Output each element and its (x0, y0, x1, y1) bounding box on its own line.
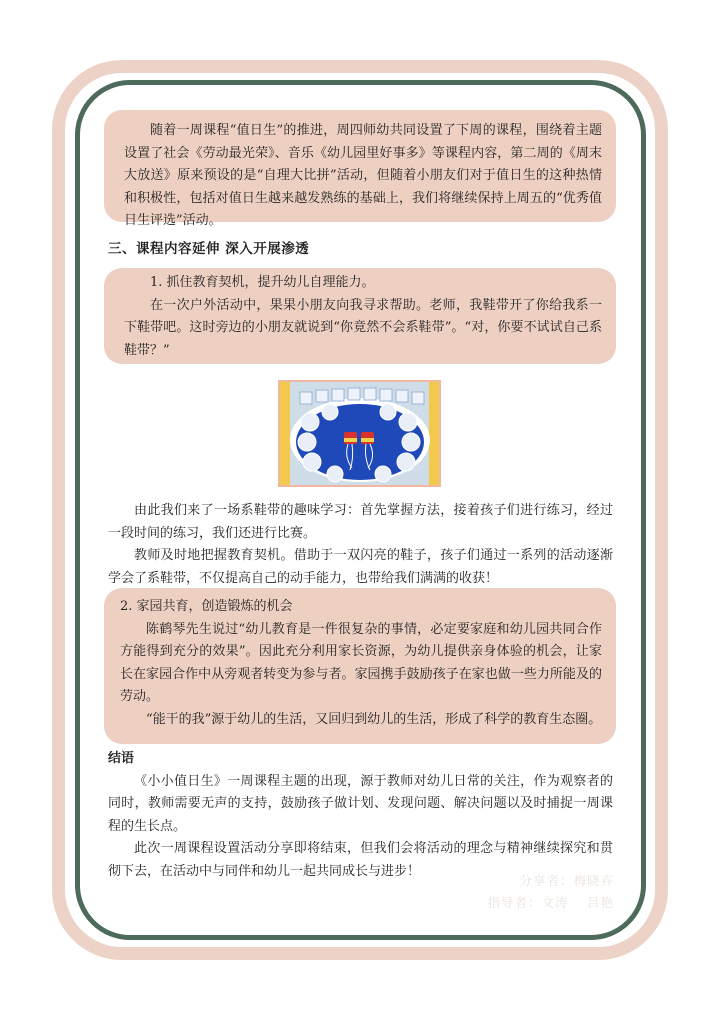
item1-title: 1. 抓住教育契机，提升幼儿自理能力。 (150, 275, 375, 290)
intro-box (104, 110, 616, 228)
item2-paragraph: “能干的我”源于幼儿的生活，又回归到幼儿的生活，形成了科学的教育生态圈。 (146, 711, 602, 727)
mentor-credit: 指导者：文涛 吕艳 (487, 895, 614, 910)
conclusion-paragraph: 此次一周课程设置活动分享即将结束，但我们会将活动的理念与精神继续探究和贯彻下去，在活动中与同伴和幼儿一起共同成长与进步！ (108, 841, 613, 879)
shoelace-photo (278, 380, 441, 487)
sharer-credit: 分享者：梅晓卉 (519, 873, 614, 888)
conclusion-paragraph: 《小小值日生》一周课程主题的出现，源于教师对幼儿日常的关注，作为观察者的同时，教师需要无声的支持，鼓励孩子做计划、发现问题、解决问题以及时捕捉一周课程的生长点。 (108, 773, 613, 834)
shoelace-artwork-image (280, 382, 439, 485)
item2-paragraph: 陈鹤琴先生说过“幼儿教育是一件很复杂的事情，必定要家庭和幼儿园共同合作方能得到充分的效果”。因此充分利用家长资源，为幼儿提供亲身体验的机会，让家长在家园合作中从旁观者转变为参与者。家园携手鼓励孩子在家也做一些力所能及的劳动。 (120, 621, 602, 704)
credits (488, 870, 614, 914)
after-photo-paragraph: 由此我们来了一场系鞋带的趣味学习：首先掌握方法，接着孩子们进行练习，经过一段时间的练习，我们还进行比赛。 (108, 503, 613, 541)
after-photo-text (108, 500, 613, 590)
intro-paragraph: 随着一周课程“值日生”的推进，周四师幼共同设置了下周的课程，围绕着主题设置了社会《劳动最光荣》、音乐《幼儿园里好事多》等课程内容，第二周的《周末大放送》原来预设的是“自理大比拼”活动，但随着小朋友们对于值日生的这种热情和积极性，包括对值日生越来越发熟练的基础上，我们将继续保持上周五的“优秀值日生评选”活动。 (124, 123, 602, 228)
conclusion (108, 748, 613, 883)
after-photo-paragraph: 教师及时地把握教育契机。借助于一双闪亮的鞋子，孩子们通过一系列的活动逐渐学会了系鞋带，不仅提高自己的动手能力，也带给我们满满的收获！ (108, 548, 613, 586)
item1-box (104, 268, 616, 364)
conclusion-heading: 结语 (108, 751, 135, 766)
item2-box (104, 588, 616, 744)
item2-title: 2. 家园共育，创造锻炼的机会 (120, 599, 293, 614)
item1-story: 在一次户外活动中，果果小朋友向我寻求帮助。老师，我鞋带开了你给我系一下鞋带吧。这时旁边的小朋友就说到“你竟然不会系鞋带”。“对，你要不试试自己系鞋带？” (124, 297, 602, 358)
section-heading: 三、课程内容延伸 深入开展渗透 (108, 241, 310, 257)
